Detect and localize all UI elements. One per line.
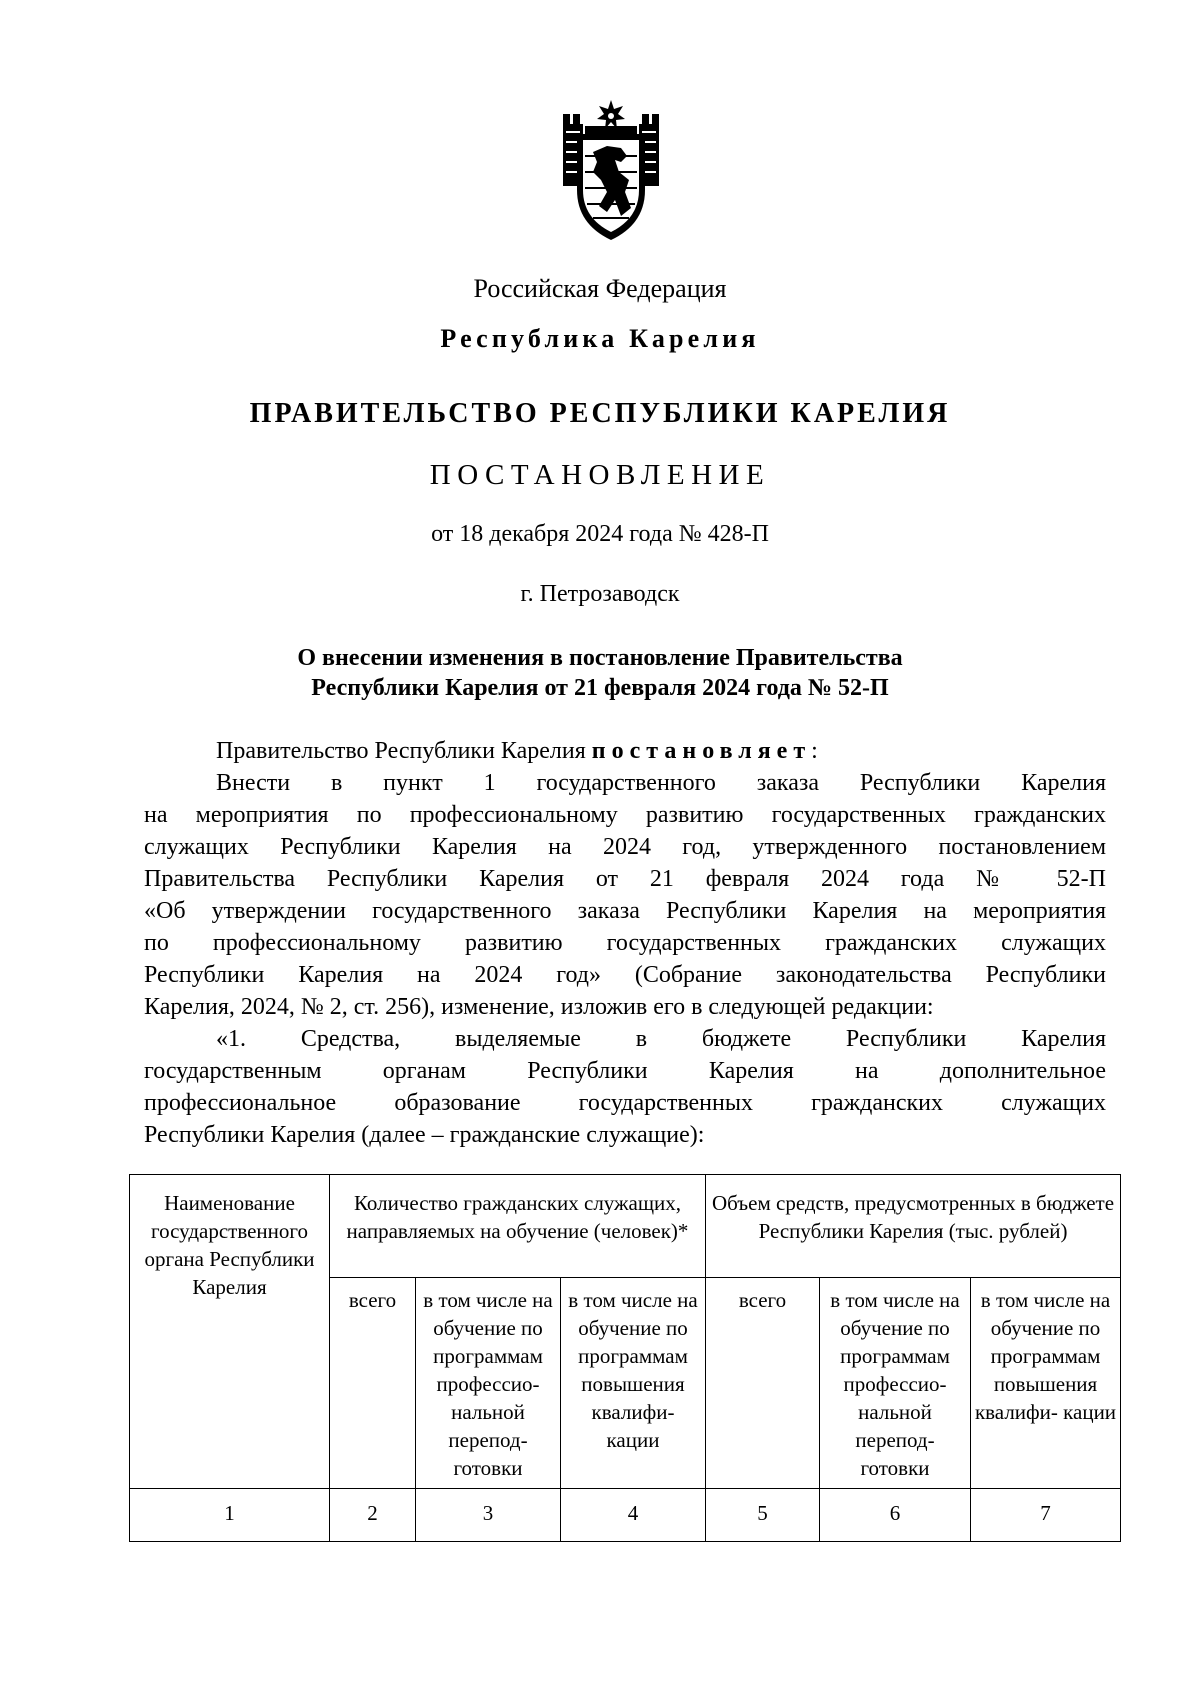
- column-number: 2: [330, 1489, 416, 1542]
- state-order-table: [129, 1174, 1121, 1542]
- column-number: 1: [130, 1489, 330, 1542]
- para1-line: по профессиональному развитию государственных гражданских служащих: [144, 930, 1106, 956]
- header-employee-count: Количество гражданских служащих, направляемых на обучение (человек)*: [330, 1175, 706, 1278]
- intro-text: Правительство Республики Карелия: [216, 738, 592, 764]
- column-number: 7: [971, 1489, 1121, 1542]
- document-date-number: от 18 декабря 2024 года № 428-П: [431, 521, 769, 547]
- para1-line: Внести в пункт 1 государственного заказа Республики Карелия: [216, 770, 1106, 796]
- para2-line: профессиональное образование государственных гражданских служащих: [144, 1090, 1106, 1116]
- subheader-count-advanced: в том числе на обучение по программам повышения квалифи- кации: [561, 1278, 706, 1489]
- para1-line: на мероприятия по профессиональному развитию государственных гражданских: [144, 802, 1106, 828]
- column-number: 5: [706, 1489, 820, 1542]
- document-title-line-2: Республики Карелия от 21 февраля 2024 года № 52-П: [311, 675, 889, 701]
- document-city: г. Петрозаводск: [520, 581, 680, 607]
- republic-name: Республика Карелия: [440, 324, 760, 353]
- header-budget-amount: Объем средств, предусмотренных в бюджете Республики Карелия (тыс. рублей): [706, 1175, 1121, 1278]
- para1-line: служащих Республики Карелия на 2024 год, утвержденного постановлением: [144, 834, 1106, 860]
- para1-line: «Об утверждении государственного заказа Республики Карелия на мероприятия: [144, 898, 1106, 924]
- para2-line: государственным органам Республики Карелия на дополнительное: [144, 1058, 1106, 1084]
- para1-line: Карелия, 2024, № 2, ст. 256), изменение, изложив его в следующей редакции:: [144, 994, 934, 1020]
- para2-line: «1. Средства, выделяемые в бюджете Республики Карелия: [216, 1026, 1106, 1052]
- intro-colon: :: [811, 738, 818, 764]
- subheader-count-total: всего: [330, 1278, 416, 1489]
- subheader-budget-retraining: в том числе на обучение по программам профессио- нальной перепод- готовки: [820, 1278, 971, 1489]
- column-number-row: [130, 1489, 1121, 1542]
- column-number: 4: [561, 1489, 706, 1542]
- subheader-budget-total: всего: [706, 1278, 820, 1489]
- header-agency-name: Наименование государственного органа Республики Карелия: [130, 1175, 330, 1489]
- column-number: 3: [416, 1489, 561, 1542]
- column-number: 6: [820, 1489, 971, 1542]
- para1-line: Республики Карелия на 2024 год» (Собрание законодательства Республики: [144, 962, 1106, 988]
- document-title-line-1: О внесении изменения в постановление Правительства: [297, 645, 903, 671]
- document-type: ПОСТАНОВЛЕНИЕ: [429, 459, 771, 491]
- star-icon: [597, 100, 625, 129]
- subheader-budget-advanced: в том числе на обучение по программам повышения квалифи- кации: [971, 1278, 1121, 1489]
- country-name: Российская Федерация: [473, 274, 727, 303]
- government-name: ПРАВИТЕЛЬСТВО РЕСПУБЛИКИ КАРЕЛИЯ: [249, 398, 951, 429]
- para1-line: Правительства Республики Карелия от 21 февраля 2024 года № 52-П: [144, 866, 1106, 892]
- document-body: [144, 735, 1106, 1151]
- decree-verb: постановляет: [591, 738, 812, 764]
- coat-of-arms-emblem: [563, 100, 659, 242]
- para2-line: Республики Карелия (далее – гражданские служащие):: [144, 1122, 705, 1148]
- intro-paragraph: [144, 735, 1106, 767]
- subheader-count-retraining: в том числе на обучение по программам профессио- нальной перепод- готовки: [416, 1278, 561, 1489]
